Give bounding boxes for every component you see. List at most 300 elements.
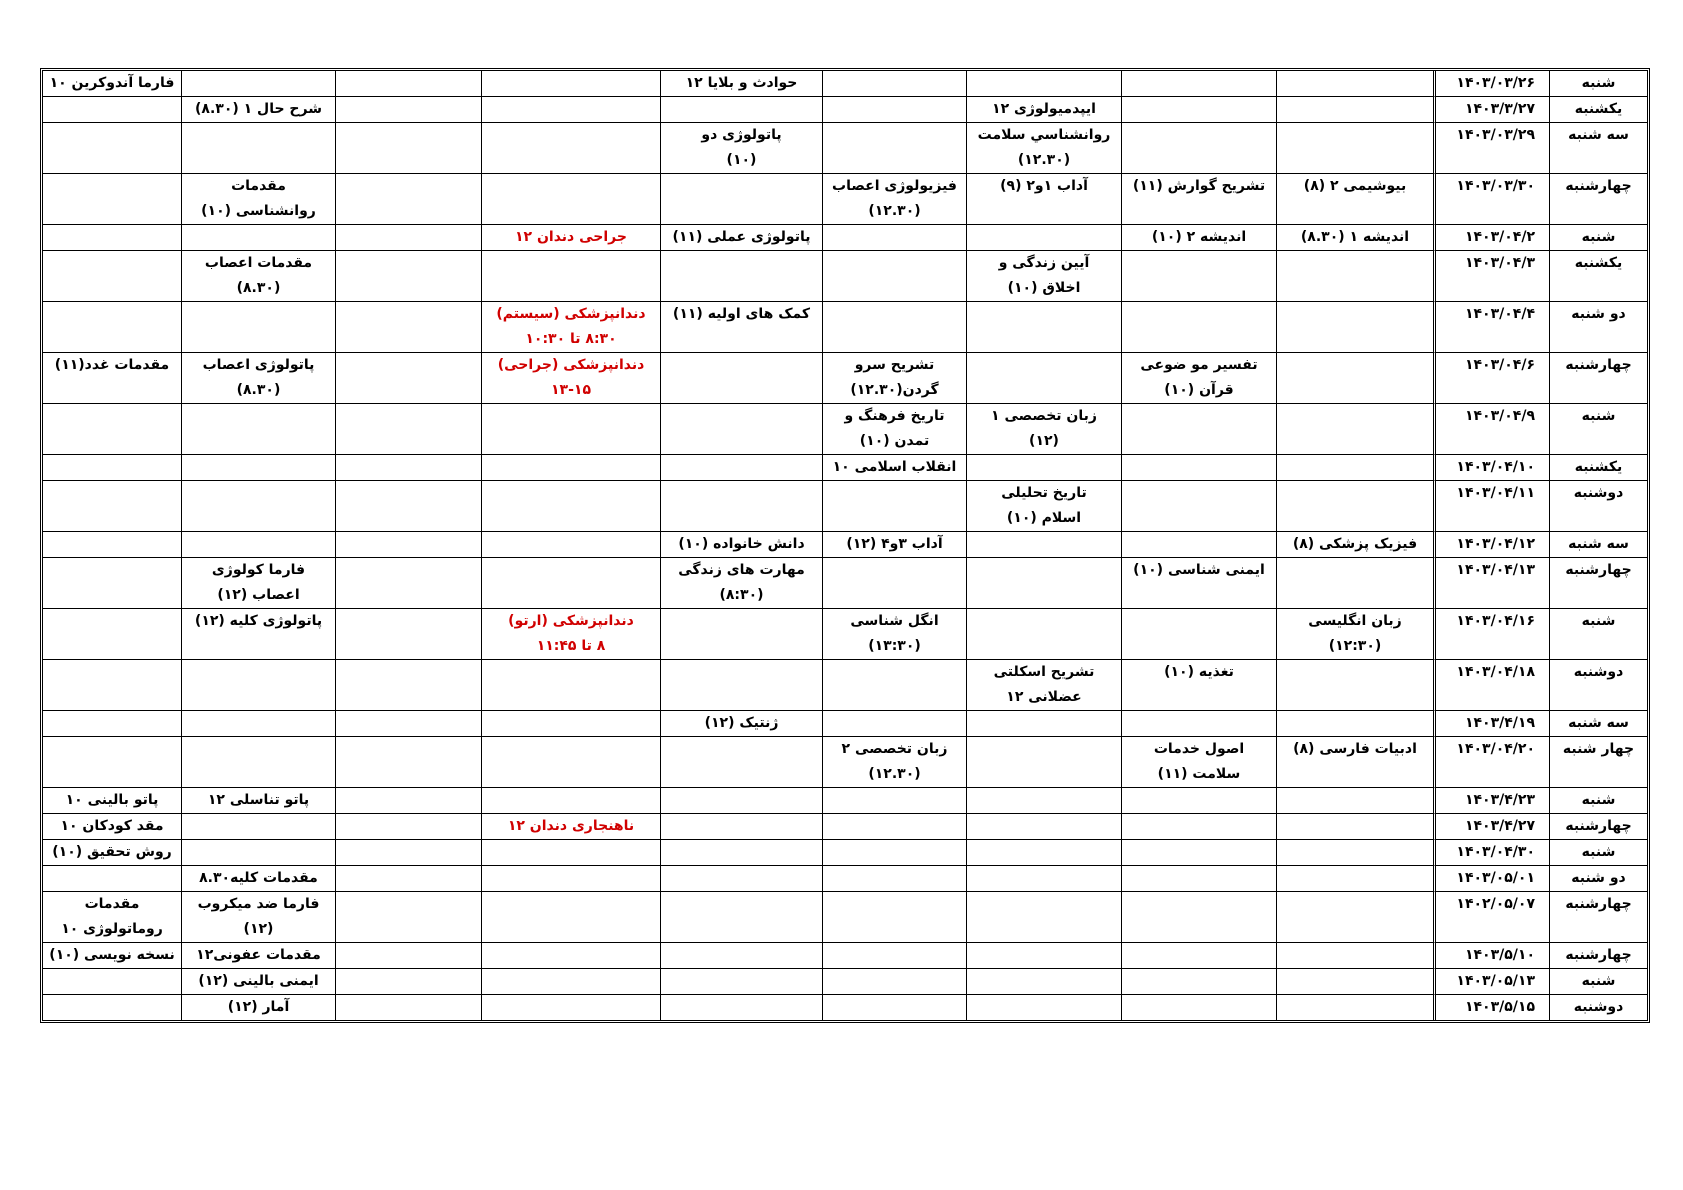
day-cell: شنبه bbox=[1549, 225, 1647, 251]
course-cell bbox=[1276, 404, 1433, 455]
course-cell bbox=[43, 969, 181, 995]
course-cell: فیزیولوژی اعصاب (۱۲.۳۰) bbox=[822, 174, 966, 225]
course-cell bbox=[335, 711, 481, 737]
table-row bbox=[43, 225, 1647, 251]
day-cell: سه شنبه bbox=[1549, 532, 1647, 558]
table-row bbox=[43, 892, 1647, 943]
course-cell: دندانپزشکی (جراحی) ۱۳-۱۵ bbox=[481, 353, 660, 404]
course-cell: جراحی دندان ۱۲ bbox=[481, 225, 660, 251]
table-row bbox=[43, 660, 1647, 711]
course-cell bbox=[481, 943, 660, 969]
course-cell bbox=[481, 251, 660, 302]
course-cell bbox=[481, 455, 660, 481]
course-cell bbox=[966, 788, 1121, 814]
course-cell bbox=[1121, 532, 1276, 558]
course-cell bbox=[43, 123, 181, 174]
course-cell bbox=[335, 97, 481, 123]
table-row bbox=[43, 814, 1647, 840]
course-cell bbox=[660, 251, 822, 302]
course-cell bbox=[1121, 302, 1276, 353]
table-row bbox=[43, 481, 1647, 532]
course-cell bbox=[335, 737, 481, 788]
course-cell: تشریح گوارش (۱۱) bbox=[1121, 174, 1276, 225]
course-cell bbox=[481, 660, 660, 711]
table-row bbox=[43, 404, 1647, 455]
course-cell bbox=[822, 814, 966, 840]
course-cell: فارما ضد میکروب (۱۲) bbox=[181, 892, 335, 943]
course-cell bbox=[1121, 123, 1276, 174]
table-row bbox=[43, 969, 1647, 995]
course-cell bbox=[335, 995, 481, 1020]
course-cell bbox=[181, 71, 335, 97]
course-cell: روش تحقیق (۱۰) bbox=[43, 840, 181, 866]
course-cell bbox=[1276, 455, 1433, 481]
course-cell bbox=[822, 302, 966, 353]
course-cell: بیوشیمی ۲ (۸) bbox=[1276, 174, 1433, 225]
course-cell bbox=[481, 71, 660, 97]
course-cell bbox=[966, 840, 1121, 866]
course-cell: پاتو بالینی ۱۰ bbox=[43, 788, 181, 814]
day-cell: سه شنبه bbox=[1549, 123, 1647, 174]
course-cell bbox=[660, 353, 822, 404]
table-row bbox=[43, 558, 1647, 609]
course-cell bbox=[43, 455, 181, 481]
course-cell bbox=[1276, 558, 1433, 609]
day-cell: چهارشنبه bbox=[1549, 558, 1647, 609]
course-cell: زبان تخصصی ۲ (۱۲.۳۰) bbox=[822, 737, 966, 788]
date-cell: ۱۴۰۳/۰۴/۱۰ bbox=[1433, 455, 1549, 481]
course-cell bbox=[1276, 481, 1433, 532]
course-cell bbox=[1121, 788, 1276, 814]
course-cell bbox=[660, 455, 822, 481]
course-cell bbox=[1121, 943, 1276, 969]
course-cell bbox=[966, 969, 1121, 995]
course-cell bbox=[1121, 404, 1276, 455]
course-cell bbox=[660, 892, 822, 943]
course-cell bbox=[966, 814, 1121, 840]
table-row bbox=[43, 123, 1647, 174]
date-cell: ۱۴۰۳/۰۴/۱۱ bbox=[1433, 481, 1549, 532]
course-cell bbox=[1121, 969, 1276, 995]
course-cell bbox=[1276, 123, 1433, 174]
course-cell bbox=[481, 97, 660, 123]
course-cell: پاتولوژی عملی (۱۱) bbox=[660, 225, 822, 251]
course-cell bbox=[1276, 251, 1433, 302]
course-cell bbox=[1121, 814, 1276, 840]
course-cell: ادبیات فارسی (۸) bbox=[1276, 737, 1433, 788]
course-cell bbox=[481, 532, 660, 558]
course-cell bbox=[966, 302, 1121, 353]
course-cell bbox=[1121, 866, 1276, 892]
date-cell: ۱۴۰۳/۵/۱۵ bbox=[1433, 995, 1549, 1020]
exam-schedule-table bbox=[40, 68, 1650, 1023]
course-cell bbox=[822, 866, 966, 892]
course-cell bbox=[966, 353, 1121, 404]
table-row bbox=[43, 711, 1647, 737]
day-cell: یکشنبه bbox=[1549, 97, 1647, 123]
course-cell: فارما کولوژی اعصاب (۱۲) bbox=[181, 558, 335, 609]
course-cell: دانش خانواده (۱۰) bbox=[660, 532, 822, 558]
course-cell bbox=[335, 251, 481, 302]
course-cell: آمار (۱۲) bbox=[181, 995, 335, 1020]
course-cell bbox=[43, 97, 181, 123]
day-cell: چهارشنبه bbox=[1549, 892, 1647, 943]
course-cell: فارما آندوکرین ۱۰ bbox=[43, 71, 181, 97]
course-cell bbox=[1276, 840, 1433, 866]
date-cell: ۱۴۰۳/۰۴/۲ bbox=[1433, 225, 1549, 251]
date-cell: ۱۴۰۳/۴/۲۷ bbox=[1433, 814, 1549, 840]
course-cell: ناهنجاری دندان ۱۲ bbox=[481, 814, 660, 840]
course-cell: اصول خدمات سلامت (۱۱) bbox=[1121, 737, 1276, 788]
course-cell bbox=[1276, 866, 1433, 892]
course-cell bbox=[43, 866, 181, 892]
course-cell: پاتولوژی اعصاب (۸.۳۰) bbox=[181, 353, 335, 404]
course-cell bbox=[1276, 943, 1433, 969]
course-cell: ایمنی شناسی (۱۰) bbox=[1121, 558, 1276, 609]
table-row bbox=[43, 866, 1647, 892]
course-cell bbox=[660, 737, 822, 788]
course-cell bbox=[966, 609, 1121, 660]
course-cell: آداب ۳و۴ (۱۲) bbox=[822, 532, 966, 558]
day-cell: شنبه bbox=[1549, 788, 1647, 814]
course-cell: تشریح اسکلتی عضلانی ۱۲ bbox=[966, 660, 1121, 711]
course-cell bbox=[1276, 302, 1433, 353]
course-cell: اندیشه ۲ (۱۰) bbox=[1121, 225, 1276, 251]
course-cell: تاریخ فرهنگ و تمدن (۱۰) bbox=[822, 404, 966, 455]
course-cell bbox=[1121, 711, 1276, 737]
course-cell bbox=[966, 71, 1121, 97]
course-cell bbox=[1276, 969, 1433, 995]
course-cell: تغذیه (۱۰) bbox=[1121, 660, 1276, 711]
course-cell: پاتولوژی کلیه (۱۲) bbox=[181, 609, 335, 660]
course-cell: آیین زندگی و اخلاق (۱۰) bbox=[966, 251, 1121, 302]
date-cell: ۱۴۰۳/۴/۱۹ bbox=[1433, 711, 1549, 737]
course-cell: پاتو تناسلی ۱۲ bbox=[181, 788, 335, 814]
table-row bbox=[43, 71, 1647, 97]
course-cell bbox=[335, 455, 481, 481]
course-cell: مقدمات غدد(۱۱) bbox=[43, 353, 181, 404]
course-cell bbox=[335, 404, 481, 455]
course-cell bbox=[335, 609, 481, 660]
course-cell bbox=[335, 840, 481, 866]
course-cell bbox=[822, 225, 966, 251]
course-cell bbox=[43, 174, 181, 225]
date-cell: ۱۴۰۳/۰۴/۴ bbox=[1433, 302, 1549, 353]
course-cell bbox=[481, 788, 660, 814]
course-cell bbox=[660, 97, 822, 123]
course-cell bbox=[481, 866, 660, 892]
day-cell: شنبه bbox=[1549, 969, 1647, 995]
table-row bbox=[43, 788, 1647, 814]
course-cell: ژنتیک (۱۲) bbox=[660, 711, 822, 737]
course-cell bbox=[181, 660, 335, 711]
course-cell bbox=[43, 532, 181, 558]
course-cell bbox=[181, 737, 335, 788]
course-cell bbox=[335, 174, 481, 225]
course-cell bbox=[481, 995, 660, 1020]
day-cell: چهارشنبه bbox=[1549, 814, 1647, 840]
table-row bbox=[43, 251, 1647, 302]
course-cell bbox=[335, 814, 481, 840]
course-cell: نسخه نویسی (۱۰) bbox=[43, 943, 181, 969]
course-cell: ایمنی بالینی (۱۲) bbox=[181, 969, 335, 995]
course-cell bbox=[660, 609, 822, 660]
course-cell bbox=[481, 969, 660, 995]
course-cell bbox=[822, 97, 966, 123]
course-cell bbox=[335, 558, 481, 609]
course-cell bbox=[335, 788, 481, 814]
date-cell: ۱۴۰۳/۰۴/۳۰ bbox=[1433, 840, 1549, 866]
table-row bbox=[43, 995, 1647, 1020]
course-cell bbox=[1121, 995, 1276, 1020]
course-cell bbox=[43, 225, 181, 251]
course-cell: مقد کودکان ۱۰ bbox=[43, 814, 181, 840]
course-cell bbox=[1276, 660, 1433, 711]
course-cell: شرح حال ۱ (۸.۳۰) bbox=[181, 97, 335, 123]
course-cell bbox=[822, 481, 966, 532]
course-cell bbox=[43, 711, 181, 737]
course-cell bbox=[966, 558, 1121, 609]
course-cell bbox=[822, 969, 966, 995]
day-cell: چهار شنبه bbox=[1549, 737, 1647, 788]
date-cell: ۱۴۰۳/۳/۲۷ bbox=[1433, 97, 1549, 123]
course-cell bbox=[660, 866, 822, 892]
course-cell bbox=[1276, 788, 1433, 814]
course-cell bbox=[181, 532, 335, 558]
course-cell bbox=[481, 737, 660, 788]
course-cell bbox=[1276, 97, 1433, 123]
course-cell bbox=[822, 840, 966, 866]
course-cell bbox=[966, 711, 1121, 737]
course-cell: حوادث و بلایا ۱۲ bbox=[660, 71, 822, 97]
course-cell bbox=[1276, 814, 1433, 840]
course-cell bbox=[481, 404, 660, 455]
course-cell: تاریخ تحلیلی اسلام (۱۰) bbox=[966, 481, 1121, 532]
date-cell: ۱۴۰۳/۰۵/۰۱ bbox=[1433, 866, 1549, 892]
table-row bbox=[43, 174, 1647, 225]
table-row bbox=[43, 353, 1647, 404]
course-cell: زبان تخصصی ۱ (۱۲) bbox=[966, 404, 1121, 455]
course-cell bbox=[335, 660, 481, 711]
date-cell: ۱۴۰۳/۰۴/۳ bbox=[1433, 251, 1549, 302]
course-cell bbox=[1121, 892, 1276, 943]
course-cell bbox=[43, 251, 181, 302]
course-cell bbox=[822, 251, 966, 302]
day-cell: یکشنبه bbox=[1549, 455, 1647, 481]
date-cell: ۱۴۰۳/۰۴/۱۳ bbox=[1433, 558, 1549, 609]
course-cell bbox=[481, 481, 660, 532]
course-cell bbox=[335, 532, 481, 558]
course-cell bbox=[822, 660, 966, 711]
course-cell bbox=[660, 840, 822, 866]
course-cell bbox=[822, 943, 966, 969]
course-cell bbox=[181, 123, 335, 174]
course-cell: ایپدمیولوژی ۱۲ bbox=[966, 97, 1121, 123]
course-cell bbox=[481, 174, 660, 225]
day-cell: شنبه bbox=[1549, 609, 1647, 660]
course-cell bbox=[822, 788, 966, 814]
course-cell bbox=[335, 302, 481, 353]
day-cell: شنبه bbox=[1549, 71, 1647, 97]
course-cell bbox=[660, 814, 822, 840]
course-cell: روانشناسي سلامت (۱۲.۳۰) bbox=[966, 123, 1121, 174]
course-cell bbox=[181, 840, 335, 866]
course-cell: دندانپزشکی (سیستم) ۸:۳۰ تا ۱۰:۳۰ bbox=[481, 302, 660, 353]
day-cell: دو شنبه bbox=[1549, 302, 1647, 353]
date-cell: ۱۴۰۳/۰۴/۶ bbox=[1433, 353, 1549, 404]
course-cell: مقدمات روانشناسی (۱۰) bbox=[181, 174, 335, 225]
table-row bbox=[43, 737, 1647, 788]
date-cell: ۱۴۰۳/۰۳/۳۰ bbox=[1433, 174, 1549, 225]
course-cell bbox=[1276, 711, 1433, 737]
course-cell bbox=[335, 123, 481, 174]
course-cell bbox=[181, 455, 335, 481]
course-cell bbox=[181, 302, 335, 353]
course-cell bbox=[43, 995, 181, 1020]
course-cell bbox=[335, 481, 481, 532]
course-cell bbox=[181, 481, 335, 532]
course-cell bbox=[43, 609, 181, 660]
course-cell bbox=[481, 558, 660, 609]
course-cell bbox=[966, 995, 1121, 1020]
course-cell: پاتولوژی دو (۱۰) bbox=[660, 123, 822, 174]
day-cell: دوشنبه bbox=[1549, 995, 1647, 1020]
date-cell: ۱۴۰۳/۰۳/۲۹ bbox=[1433, 123, 1549, 174]
table-row bbox=[43, 840, 1647, 866]
course-cell bbox=[1276, 71, 1433, 97]
day-cell: شنبه bbox=[1549, 404, 1647, 455]
course-cell: انگل شناسی (۱۳:۳۰) bbox=[822, 609, 966, 660]
course-cell: تشریح سرو گردن(۱۲.۳۰) bbox=[822, 353, 966, 404]
course-cell bbox=[660, 995, 822, 1020]
course-cell bbox=[660, 481, 822, 532]
course-cell bbox=[1121, 251, 1276, 302]
course-cell bbox=[43, 404, 181, 455]
table-row bbox=[43, 97, 1647, 123]
course-cell bbox=[43, 302, 181, 353]
course-cell: مهارت های زندگی (۸:۳۰) bbox=[660, 558, 822, 609]
day-cell: دوشنبه bbox=[1549, 660, 1647, 711]
course-cell: فیزیک پزشکی (۸) bbox=[1276, 532, 1433, 558]
course-cell bbox=[1121, 455, 1276, 481]
course-cell bbox=[335, 866, 481, 892]
course-cell bbox=[966, 866, 1121, 892]
course-cell bbox=[822, 123, 966, 174]
course-cell bbox=[660, 660, 822, 711]
course-cell bbox=[1121, 481, 1276, 532]
date-cell: ۱۴۰۳/۴/۲۳ bbox=[1433, 788, 1549, 814]
table-row bbox=[43, 302, 1647, 353]
course-cell: تفسیر مو ضوعی قرآن (۱۰) bbox=[1121, 353, 1276, 404]
course-cell bbox=[481, 892, 660, 943]
course-cell bbox=[822, 71, 966, 97]
course-cell bbox=[822, 711, 966, 737]
course-cell bbox=[660, 174, 822, 225]
date-cell: ۱۴۰۳/۰۴/۹ bbox=[1433, 404, 1549, 455]
course-cell bbox=[1121, 97, 1276, 123]
day-cell: چهارشنبه bbox=[1549, 174, 1647, 225]
course-cell bbox=[1121, 609, 1276, 660]
day-cell: چهارشنبه bbox=[1549, 943, 1647, 969]
day-cell: سه شنبه bbox=[1549, 711, 1647, 737]
course-cell: مقدمات اعصاب (۸.۳۰) bbox=[181, 251, 335, 302]
course-cell: مقدمات کلیه۸.۳۰ bbox=[181, 866, 335, 892]
course-cell bbox=[335, 225, 481, 251]
date-cell: ۱۴۰۳/۰۴/۲۰ bbox=[1433, 737, 1549, 788]
date-cell: ۱۴۰۳/۰۴/۱۸ bbox=[1433, 660, 1549, 711]
course-cell bbox=[822, 558, 966, 609]
course-cell bbox=[43, 660, 181, 711]
course-cell bbox=[660, 943, 822, 969]
table-row bbox=[43, 532, 1647, 558]
course-cell bbox=[335, 892, 481, 943]
course-cell bbox=[966, 532, 1121, 558]
course-cell bbox=[1121, 71, 1276, 97]
course-cell bbox=[966, 455, 1121, 481]
course-cell bbox=[822, 995, 966, 1020]
day-cell: یکشنبه bbox=[1549, 251, 1647, 302]
course-cell bbox=[1276, 353, 1433, 404]
course-cell bbox=[481, 840, 660, 866]
date-cell: ۱۴۰۳/۰۴/۱۶ bbox=[1433, 609, 1549, 660]
course-cell bbox=[660, 404, 822, 455]
course-cell bbox=[660, 969, 822, 995]
table-row bbox=[43, 455, 1647, 481]
course-cell bbox=[822, 892, 966, 943]
course-cell bbox=[481, 123, 660, 174]
course-cell: مقدمات روماتولوژی ۱۰ bbox=[43, 892, 181, 943]
course-cell bbox=[966, 225, 1121, 251]
course-cell bbox=[966, 737, 1121, 788]
course-cell: کمک های اولیه (۱۱) bbox=[660, 302, 822, 353]
course-cell: انقلاب اسلامی ۱۰ bbox=[822, 455, 966, 481]
course-cell bbox=[660, 788, 822, 814]
course-cell bbox=[481, 711, 660, 737]
course-cell bbox=[43, 737, 181, 788]
date-cell: ۱۴۰۲/۰۵/۰۷ bbox=[1433, 892, 1549, 943]
course-cell: مقدمات عفونی۱۲ bbox=[181, 943, 335, 969]
course-cell: دندانپزشکی (ارتو) ۸ تا ۱۱:۴۵ bbox=[481, 609, 660, 660]
date-cell: ۱۴۰۳/۰۵/۱۳ bbox=[1433, 969, 1549, 995]
table-row bbox=[43, 943, 1647, 969]
course-cell bbox=[335, 969, 481, 995]
course-cell bbox=[43, 481, 181, 532]
course-cell bbox=[1121, 840, 1276, 866]
course-cell: آداب ۱و۲ (۹) bbox=[966, 174, 1121, 225]
course-cell bbox=[335, 71, 481, 97]
day-cell: چهارشنبه bbox=[1549, 353, 1647, 404]
course-cell bbox=[181, 814, 335, 840]
day-cell: شنبه bbox=[1549, 840, 1647, 866]
table-row bbox=[43, 609, 1647, 660]
course-cell bbox=[966, 892, 1121, 943]
day-cell: دو شنبه bbox=[1549, 866, 1647, 892]
course-cell bbox=[181, 225, 335, 251]
course-cell bbox=[181, 711, 335, 737]
day-cell: دوشنبه bbox=[1549, 481, 1647, 532]
course-cell: اندیشه ۱ (۸.۳۰) bbox=[1276, 225, 1433, 251]
course-cell bbox=[335, 943, 481, 969]
course-cell bbox=[181, 404, 335, 455]
course-cell bbox=[43, 558, 181, 609]
course-cell bbox=[1276, 995, 1433, 1020]
course-cell: زبان انگلیسی (۱۲:۳۰) bbox=[1276, 609, 1433, 660]
course-cell bbox=[335, 353, 481, 404]
course-cell bbox=[966, 943, 1121, 969]
course-cell bbox=[1276, 892, 1433, 943]
date-cell: ۱۴۰۳/۵/۱۰ bbox=[1433, 943, 1549, 969]
date-cell: ۱۴۰۳/۰۳/۲۶ bbox=[1433, 71, 1549, 97]
